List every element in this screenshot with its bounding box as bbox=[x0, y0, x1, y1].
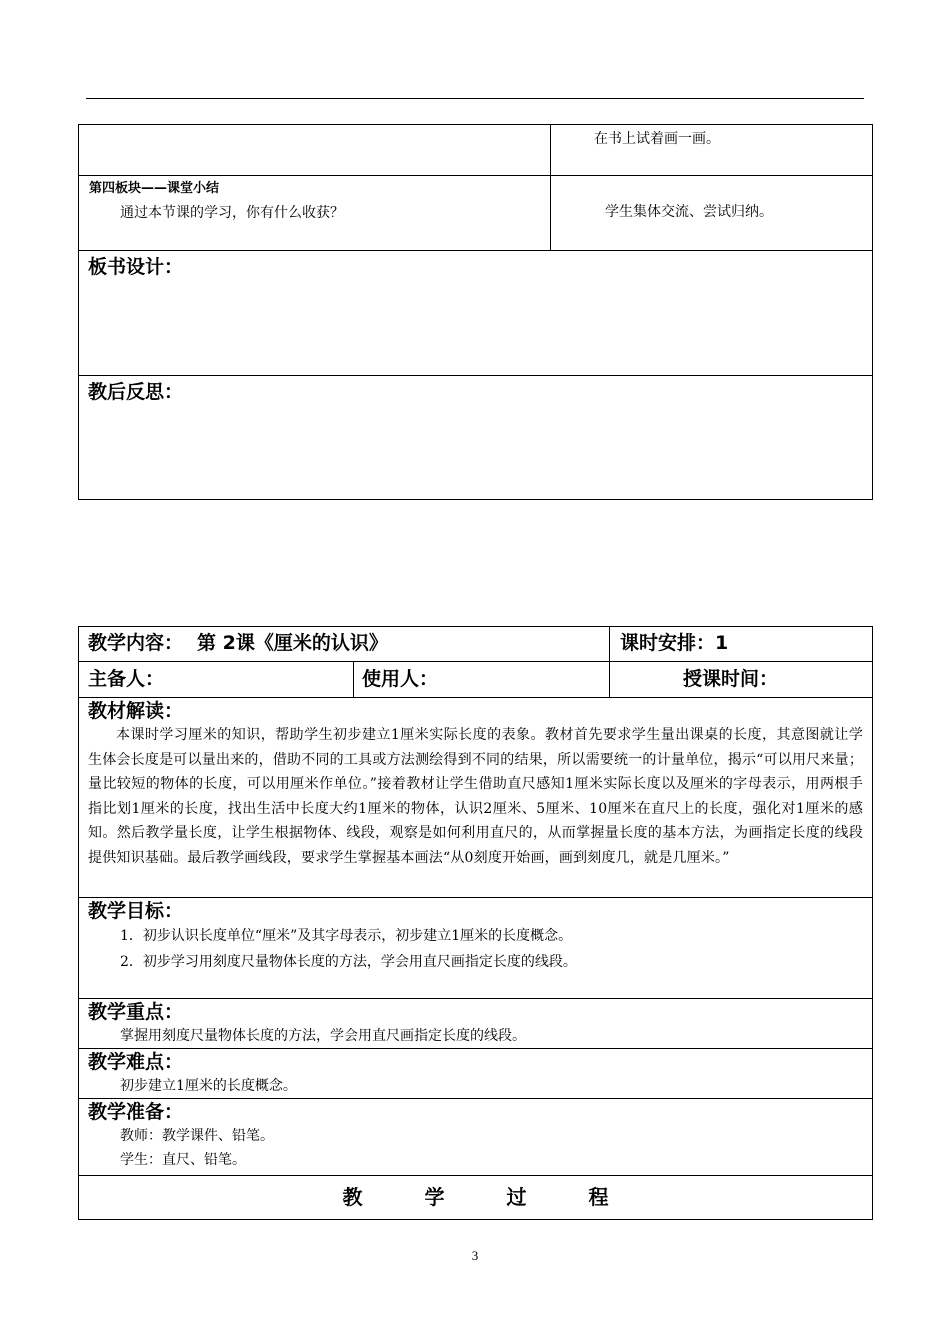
content-cell bbox=[79, 627, 610, 662]
content-label: 教学内容： bbox=[88, 632, 184, 654]
key-label: 教学重点： bbox=[88, 1001, 184, 1023]
row1-left-cell bbox=[79, 125, 551, 176]
block4-answer-cell bbox=[551, 176, 873, 251]
difficulty-label: 教学难点： bbox=[88, 1051, 184, 1073]
content-value: 第 2课《厘米的认识》 bbox=[197, 632, 388, 654]
reflection-label: 教后反思： bbox=[88, 381, 184, 403]
schedule-text: 课时安排：1 bbox=[620, 632, 729, 654]
header-rule bbox=[86, 98, 864, 99]
textbook-cell bbox=[79, 698, 873, 898]
prep-student: 学生：直尺、铅笔。 bbox=[120, 1152, 246, 1168]
block4-title: 第四板块——课堂小结 bbox=[89, 181, 220, 196]
difficulty-cell bbox=[79, 1049, 873, 1099]
prep-label: 教学准备： bbox=[88, 1101, 184, 1123]
difficulty-text: 初步建立1厘米的长度概念。 bbox=[120, 1078, 297, 1094]
key-text: 掌握用刻度尺量物体长度的方法，学会用直尺画指定长度的线段。 bbox=[120, 1028, 526, 1044]
preparer-cell bbox=[79, 662, 354, 698]
goal-item: 2．初步学习用刻度尺量物体长度的方法，学会用直尺画指定长度的线段。 bbox=[120, 954, 577, 970]
textbook-label: 教材解读： bbox=[88, 700, 184, 722]
goals-cell bbox=[79, 898, 873, 999]
user-label: 使用人： bbox=[362, 668, 439, 690]
process-cell bbox=[79, 1176, 873, 1220]
schedule-cell bbox=[610, 627, 873, 662]
block4-cell bbox=[79, 176, 551, 251]
main-preparer: 主备人： bbox=[88, 668, 165, 690]
goals-label: 教学目标： bbox=[88, 900, 184, 922]
block4-question: 通过本节课的学习，你有什么收获？ bbox=[120, 205, 344, 221]
prep-cell bbox=[79, 1099, 873, 1176]
reflection-cell bbox=[79, 376, 873, 500]
lesson-plan-table bbox=[78, 626, 873, 1220]
block4-answer: 学生集体交流、尝试归纳。 bbox=[605, 204, 773, 220]
row1-right-text: 在书上试着画一画。 bbox=[594, 131, 720, 147]
teaching-time-cell bbox=[610, 662, 873, 698]
goal-item: 1．初步认识长度单位“厘米”及其字母表示，初步建立1厘米的长度概念。 bbox=[120, 928, 573, 944]
process-label: 教学过程 bbox=[342, 1185, 671, 1209]
prep-teacher: 教师：教学课件、铅笔。 bbox=[120, 1128, 274, 1144]
row1-right-cell bbox=[551, 125, 873, 176]
key-cell bbox=[79, 999, 873, 1049]
teaching-time: 授课时间： bbox=[683, 668, 779, 690]
user-cell bbox=[354, 662, 610, 698]
lesson-process-table bbox=[78, 124, 873, 500]
board-design-cell bbox=[79, 251, 873, 376]
page-number: 3 bbox=[471, 1248, 479, 1263]
board-design-label: 板书设计： bbox=[88, 256, 184, 278]
textbook-text: 本课时学习厘米的知识，帮助学生初步建立1厘米实际长度的表象。教材首先要求学生量出课桌的长度，其意图就让学生体会长度是可以量出来的，借助不同的工具或方法测绘得到不同的结果，所以需要统一的计量单位，揭示“可以用尺来量；量比较短的物体的长度，可以用厘米作单位。”接着教材让学生借助直尺感知1厘米实际长度以及厘米的字母表示，用两根手指比划1厘米的长度，找出生活中长度大约1厘米的物体，认识2厘米、5厘米、10厘米在直尺上的长度，强化对1厘米的感知。然后教学量长度，让学生根据物体、线段，观察是如何利用直尺的，从而掌握量长度的基本方法，为画指定长度的线段提供知识基础。最后教学画线段，要求学生掌握基本画法“从0刻度开始画，画到刻度几，就是几厘米。” bbox=[88, 727, 864, 866]
